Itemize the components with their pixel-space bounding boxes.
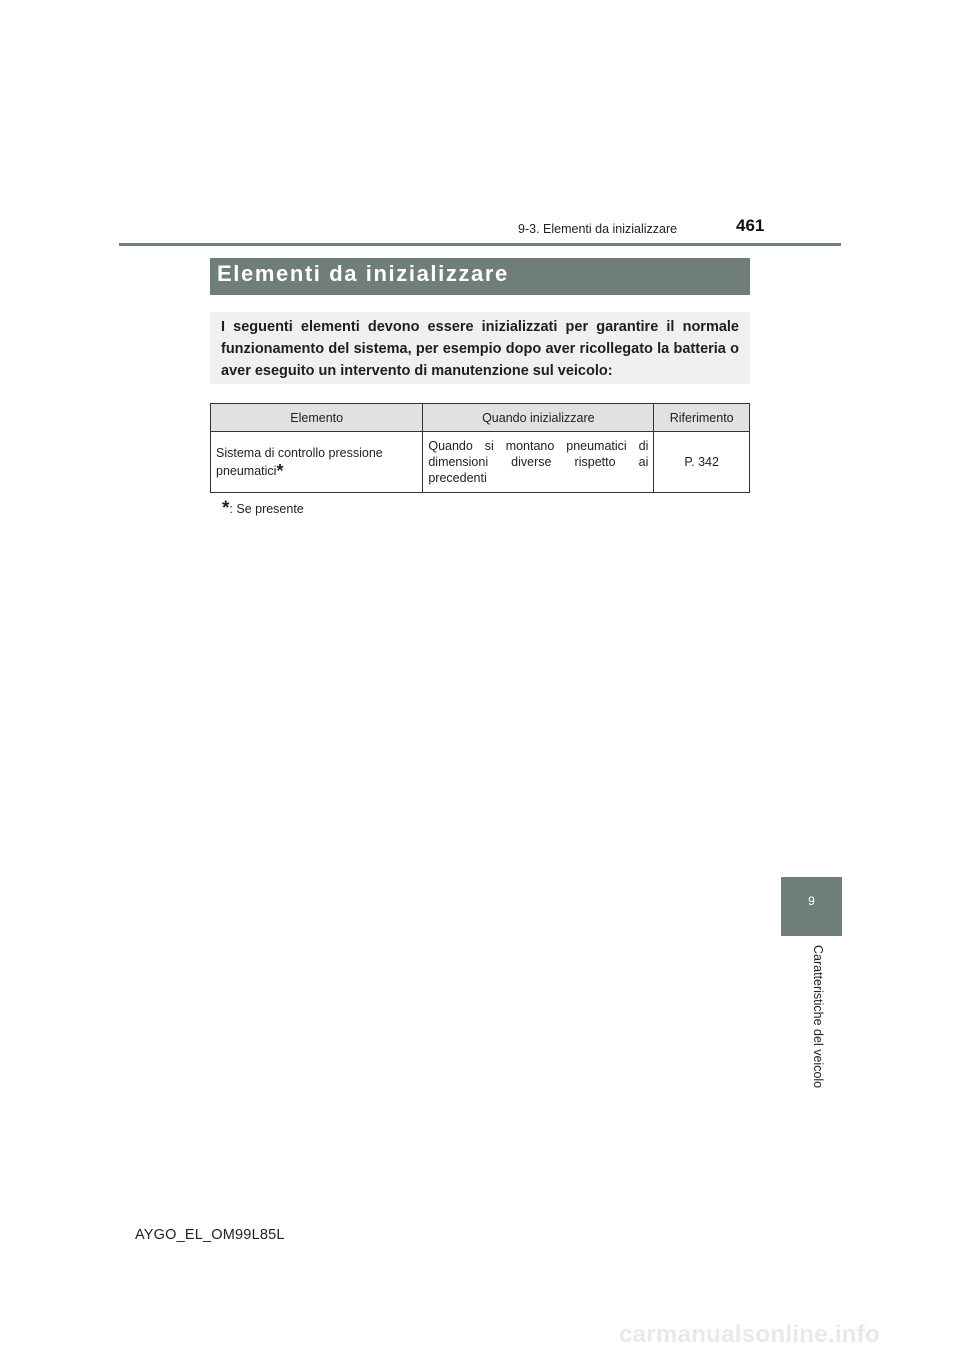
section-title-bar (210, 258, 750, 295)
initialization-table (210, 403, 750, 493)
watermark: carmanualsonline.info (619, 1321, 881, 1348)
cell-element (211, 432, 423, 493)
intro-box (210, 312, 750, 384)
document-code: AYGO_EL_OM99L85L (135, 1227, 285, 1243)
chapter-number: 9 (808, 894, 815, 908)
running-header-section: 9-3. Elementi da inizializzare (518, 222, 678, 236)
chapter-title: Caratteristiche del veicolo (811, 945, 825, 1089)
page-number: 461 (736, 216, 765, 235)
cell-when: Quando si montano pneumatici di dimensioni diverse rispetto ai precedenti (423, 432, 654, 493)
footnote-text: : Se presente (229, 502, 304, 516)
column-header-when: Quando inizializzare (423, 404, 654, 432)
column-header-element: Elemento (211, 404, 423, 432)
footnote-marker: * (276, 461, 284, 481)
table-header-row (211, 404, 750, 432)
footnote-star: * (222, 498, 230, 519)
footnote (222, 497, 304, 519)
section-title: Elementi da inizializzare (217, 261, 509, 286)
intro-text: I seguenti elementi devono essere inizializzati per garantire il normale funzionamento del sistema, per esempio dopo aver ricollegato la batteria o aver eseguito un intervento di manutenzione sul veicolo: (221, 319, 739, 379)
table-row (211, 432, 750, 493)
column-header-reference: Riferimento (654, 404, 750, 432)
header-divider (119, 243, 841, 246)
cell-reference: P. 342 (654, 432, 750, 493)
element-name: Sistema di controllo pressione pneumatici (216, 446, 383, 478)
chapter-tab (781, 877, 842, 936)
